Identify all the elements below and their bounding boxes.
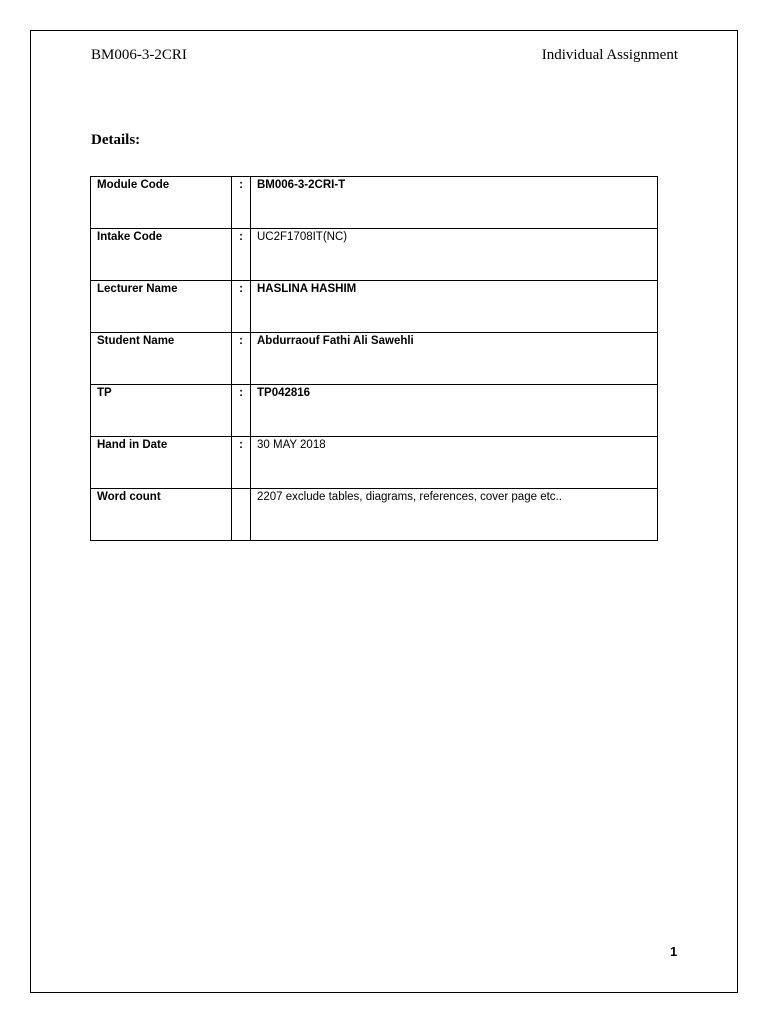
row-colon: : — [232, 385, 251, 437]
table-row-hand-in-date — [91, 437, 658, 489]
row-label: Student Name — [91, 333, 232, 385]
table-row-lecturer-name — [91, 281, 658, 333]
table-row-word-count — [91, 489, 658, 541]
row-colon: : — [232, 281, 251, 333]
table-row-module-code — [91, 177, 658, 229]
row-colon — [232, 489, 251, 541]
row-colon: : — [232, 333, 251, 385]
page-number: 1 — [670, 944, 678, 959]
header-module-code: BM006-3-2CRI — [91, 47, 187, 63]
row-label: Hand in Date — [91, 437, 232, 489]
row-label: TP — [91, 385, 232, 437]
header-assignment-type: Individual Assignment — [541, 47, 678, 63]
row-value: BM006-3-2CRI-T — [251, 177, 658, 229]
details-table — [90, 176, 658, 541]
row-value: Abdurraouf Fathi Ali Sawehli — [251, 333, 658, 385]
table-row-student-name — [91, 333, 658, 385]
row-colon: : — [232, 437, 251, 489]
row-label: Word count — [91, 489, 232, 541]
row-value: UC2F1708IT(NC) — [251, 229, 658, 281]
row-colon: : — [232, 177, 251, 229]
row-label: Module Code — [91, 177, 232, 229]
row-label: Lecturer Name — [91, 281, 232, 333]
row-colon: : — [232, 229, 251, 281]
row-value: 30 MAY 2018 — [251, 437, 658, 489]
table-row-tp — [91, 385, 658, 437]
table-row-intake-code — [91, 229, 658, 281]
details-heading: Details: — [91, 132, 141, 148]
row-value: HASLINA HASHIM — [251, 281, 658, 333]
row-label: Intake Code — [91, 229, 232, 281]
row-value: TP042816 — [251, 385, 658, 437]
row-value: 2207 exclude tables, diagrams, references, cover page etc.. — [251, 489, 658, 541]
